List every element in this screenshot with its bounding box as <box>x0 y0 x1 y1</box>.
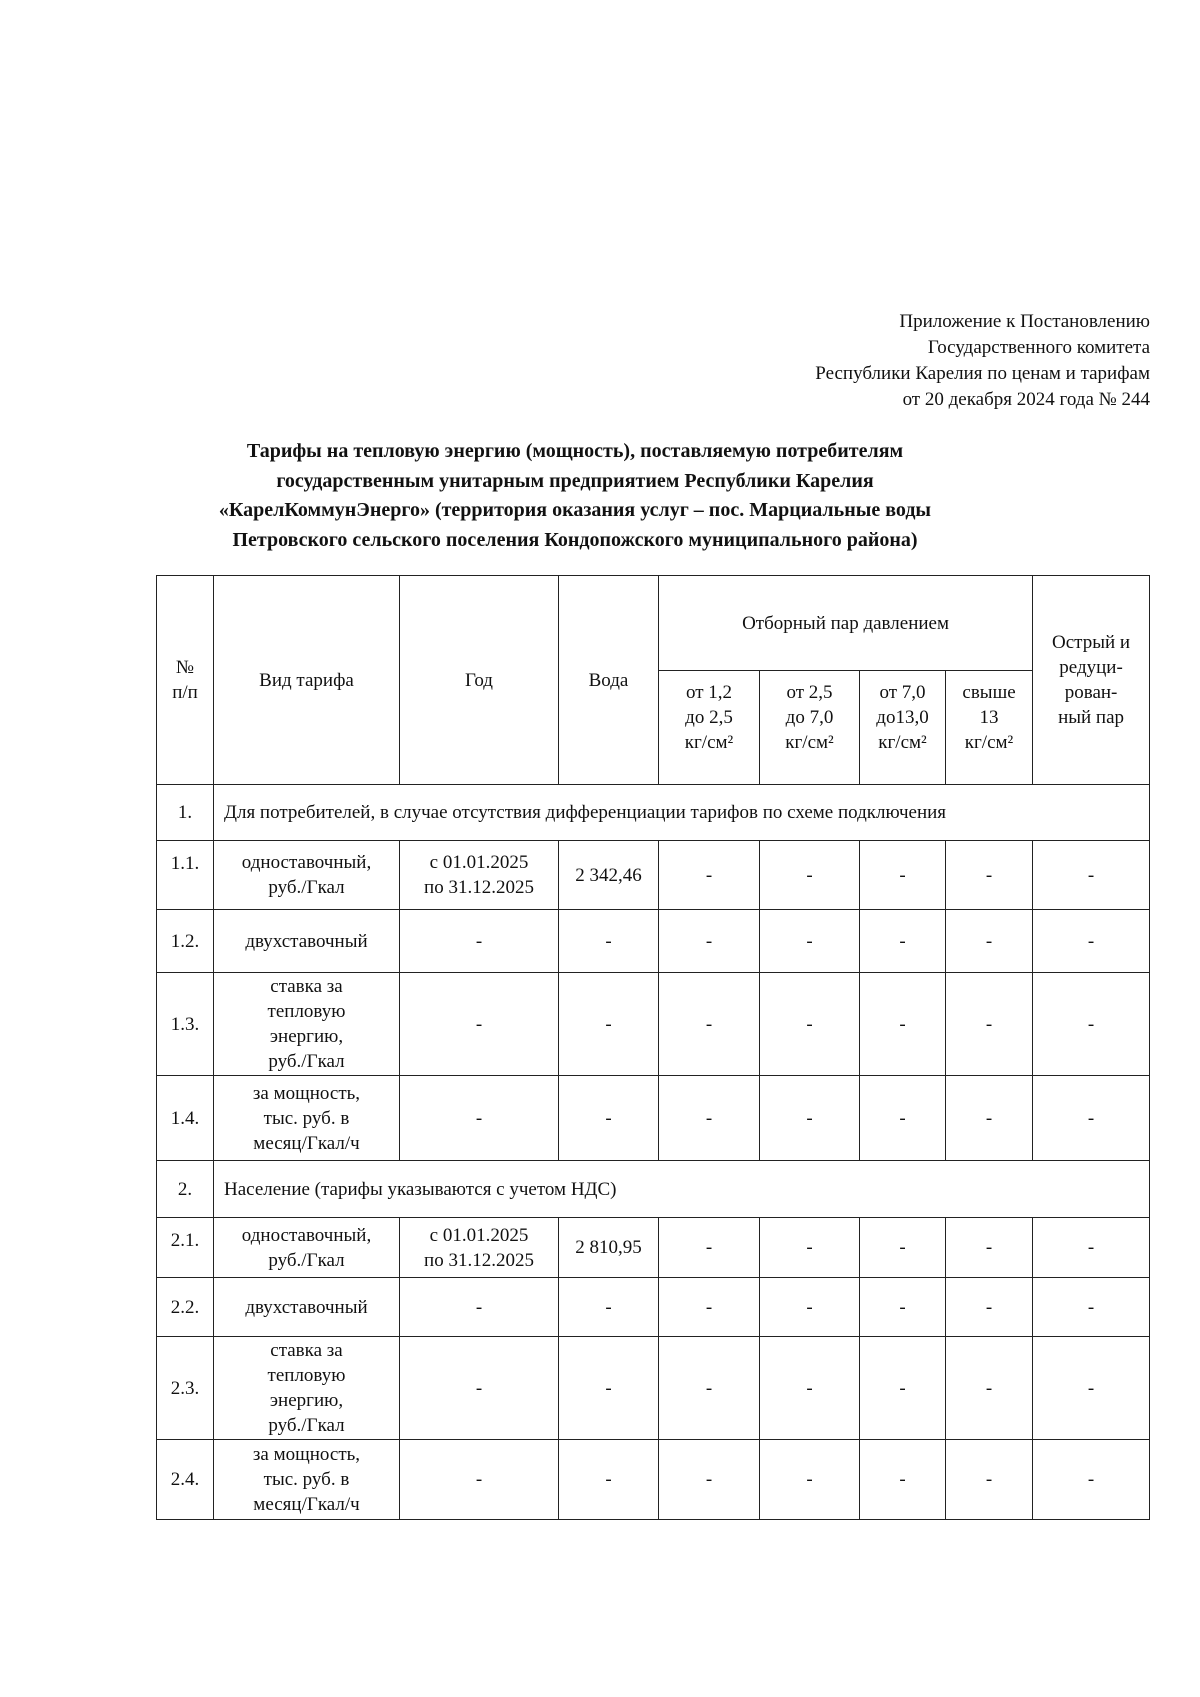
table-row <box>157 1278 1150 1337</box>
header-sharp-line: редуци- <box>1059 657 1123 678</box>
row-p4: - <box>946 1218 1033 1278</box>
appendix-line-4: от 20 декабря 2024 года № 244 <box>902 389 1150 410</box>
row-tariff-type <box>214 1440 400 1520</box>
row-tariff-type <box>214 1076 400 1161</box>
row-tariff-type <box>214 1337 400 1440</box>
header-p1-line: кг/см² <box>684 732 734 753</box>
row-p4: - <box>946 1278 1033 1337</box>
row-num: 1.3. <box>157 973 214 1076</box>
header-water: Вода <box>559 576 659 785</box>
section-num: 2. <box>157 1161 214 1218</box>
header-sharp-line: Острый и <box>1052 632 1131 653</box>
row-p2: - <box>760 973 860 1076</box>
row-p1: - <box>659 1337 760 1440</box>
row-p3: - <box>860 910 946 973</box>
row-p1: - <box>659 910 760 973</box>
row-water: - <box>559 1278 659 1337</box>
row-num: 2.4. <box>157 1440 214 1520</box>
header-year: Год <box>400 576 559 785</box>
row-p1: - <box>659 1278 760 1337</box>
row-p1: - <box>659 841 760 910</box>
row-year-line: с 01.01.2025 <box>429 1224 529 1246</box>
row-type-line: за мощность, <box>252 1082 361 1104</box>
row-p2: - <box>760 1440 860 1520</box>
row-type-line: руб./Гкал <box>268 877 345 898</box>
row-p4: - <box>946 910 1033 973</box>
row-year <box>400 841 559 910</box>
section-num: 1. <box>157 785 214 841</box>
appendix-line-1: Приложение к Постановлению <box>899 311 1150 332</box>
row-type-line: руб./Гкал <box>268 1051 345 1072</box>
row-tariff-type <box>214 841 400 910</box>
title-line-2: государственным унитарным предприятием Республики Карелия <box>276 469 874 492</box>
table-row <box>157 1440 1150 1520</box>
row-sharp: - <box>1033 1218 1150 1278</box>
table-row <box>157 973 1150 1076</box>
row-type-line: месяц/Гкал/ч <box>253 1132 360 1154</box>
row-water: - <box>559 1337 659 1440</box>
row-year: - <box>400 910 559 973</box>
header-pressure-4 <box>946 671 1033 785</box>
row-water: - <box>559 1440 659 1520</box>
row-tariff-type <box>214 1218 400 1278</box>
tariff-table <box>156 575 1150 1520</box>
row-type-line: руб./Гкал <box>268 1415 345 1436</box>
row-p2: - <box>760 1337 860 1440</box>
header-row-top <box>157 576 1150 671</box>
header-p4-line: 13 <box>979 707 999 728</box>
header-p1-line: от 1,2 <box>685 682 733 703</box>
row-year: - <box>400 1337 559 1440</box>
row-p1: - <box>659 1076 760 1161</box>
row-sharp: - <box>1033 1337 1150 1440</box>
header-p2-line: до 7,0 <box>785 707 834 728</box>
header-p2-line: кг/см² <box>785 732 834 753</box>
row-p3: - <box>860 1337 946 1440</box>
row-p2: - <box>760 1278 860 1337</box>
title-line-1: Тарифы на тепловую энергию (мощность), поставляемую потребителям <box>246 440 904 462</box>
row-water: 2 810,95 <box>559 1218 659 1278</box>
row-sharp: - <box>1033 910 1150 973</box>
header-p3-line: от 7,0 <box>879 682 926 703</box>
row-type-line: тыс. руб. в <box>263 1107 350 1129</box>
appendix-line-2: Государственного комитета <box>927 337 1150 358</box>
table-row <box>157 841 1150 910</box>
table-row <box>157 910 1150 973</box>
row-p3: - <box>860 1278 946 1337</box>
row-p1: - <box>659 1440 760 1520</box>
row-type-line: энергию, <box>269 1390 344 1411</box>
row-year-line: по 31.12.2025 <box>424 1249 534 1271</box>
row-p2: - <box>760 910 860 973</box>
row-type-line: руб./Гкал <box>268 1249 345 1271</box>
row-water: 2 342,46 <box>559 841 659 910</box>
row-sharp: - <box>1033 841 1150 910</box>
row-p3: - <box>860 1218 946 1278</box>
row-type-line: тыс. руб. в <box>263 1469 350 1490</box>
row-year: - <box>400 1440 559 1520</box>
header-p2-line: от 2,5 <box>786 682 833 703</box>
row-type-line: одноставочный, <box>241 852 372 873</box>
row-type-line: тепловую <box>267 1001 346 1022</box>
row-type-line: энергию, <box>269 1026 344 1047</box>
row-type-line: одноставочный, <box>241 1224 372 1246</box>
row-water: - <box>559 1076 659 1161</box>
header-steam-group: Отборный пар давлением <box>659 576 1033 671</box>
appendix-line-3: Республики Карелия по ценам и тарифам <box>815 363 1150 384</box>
row-type-line: ставка за <box>270 976 343 997</box>
row-p2: - <box>760 1218 860 1278</box>
header-p4-line: свыше <box>962 682 1016 703</box>
row-sharp: - <box>1033 1076 1150 1161</box>
row-sharp: - <box>1033 1278 1150 1337</box>
row-num: 2.3. <box>157 1337 214 1440</box>
section-label: Для потребителей, в случае отсутствия дифференциации тарифов по схеме подключения <box>214 785 1150 841</box>
section-row <box>157 1161 1150 1218</box>
section-label: Население (тарифы указываются с учетом НДС) <box>214 1161 1150 1218</box>
row-p3: - <box>860 1076 946 1161</box>
header-num-line: № <box>175 657 195 678</box>
header-p3-line: кг/см² <box>878 732 927 753</box>
title-line-3: «КарелКоммунЭнерго» (территория оказания услуг – пос. Марциальные воды <box>218 499 932 521</box>
row-water: - <box>559 973 659 1076</box>
row-num: 1.2. <box>157 910 214 973</box>
row-year: - <box>400 973 559 1076</box>
row-num: 2.2. <box>157 1278 214 1337</box>
row-tariff-type: двухставочный <box>214 910 400 973</box>
row-type-line: тепловую <box>267 1365 346 1386</box>
row-num: 1.4. <box>157 1076 214 1161</box>
table-row <box>157 1337 1150 1440</box>
table-row <box>157 1218 1150 1278</box>
header-pressure-2 <box>760 671 860 785</box>
header-num-line: п/п <box>172 682 198 703</box>
row-p2: - <box>760 841 860 910</box>
document-title <box>150 437 1000 555</box>
appendix-reference <box>815 309 1150 413</box>
row-p4: - <box>946 973 1033 1076</box>
row-p4: - <box>946 841 1033 910</box>
row-sharp: - <box>1033 973 1150 1076</box>
row-p4: - <box>946 1076 1033 1161</box>
row-year-line: с 01.01.2025 <box>429 852 529 873</box>
row-year-line: по 31.12.2025 <box>424 877 534 898</box>
row-p3: - <box>860 1440 946 1520</box>
header-sharp-line: рован- <box>1064 682 1118 703</box>
row-p1: - <box>659 973 760 1076</box>
row-p2: - <box>760 1076 860 1161</box>
row-p4: - <box>946 1440 1033 1520</box>
row-p1: - <box>659 1218 760 1278</box>
row-type-line: ставка за <box>270 1340 343 1361</box>
row-year <box>400 1218 559 1278</box>
row-p4: - <box>946 1337 1033 1440</box>
header-pressure-3 <box>860 671 946 785</box>
table-row <box>157 1076 1150 1161</box>
row-p3: - <box>860 841 946 910</box>
row-type-line: месяц/Гкал/ч <box>253 1494 360 1515</box>
title-line-4: Петровского сельского поселения Кондопожского муниципального района) <box>232 528 918 551</box>
header-pressure-1 <box>659 671 760 785</box>
header-sharp-line: ный пар <box>1058 707 1125 728</box>
header-tariff-type: Вид тарифа <box>214 576 400 785</box>
row-tariff-type <box>214 973 400 1076</box>
header-p4-line: кг/см² <box>964 732 1014 753</box>
row-tariff-type: двухставочный <box>214 1278 400 1337</box>
row-num: 2.1. <box>157 1218 214 1278</box>
row-year: - <box>400 1076 559 1161</box>
header-p3-line: до13,0 <box>876 707 929 728</box>
row-year: - <box>400 1278 559 1337</box>
row-num: 1.1. <box>157 841 214 910</box>
header-sharp-steam <box>1033 576 1150 785</box>
section-row <box>157 785 1150 841</box>
row-type-line: за мощность, <box>252 1444 361 1465</box>
header-num <box>157 576 214 785</box>
row-p3: - <box>860 973 946 1076</box>
row-water: - <box>559 910 659 973</box>
row-sharp: - <box>1033 1440 1150 1520</box>
header-p1-line: до 2,5 <box>685 707 733 728</box>
